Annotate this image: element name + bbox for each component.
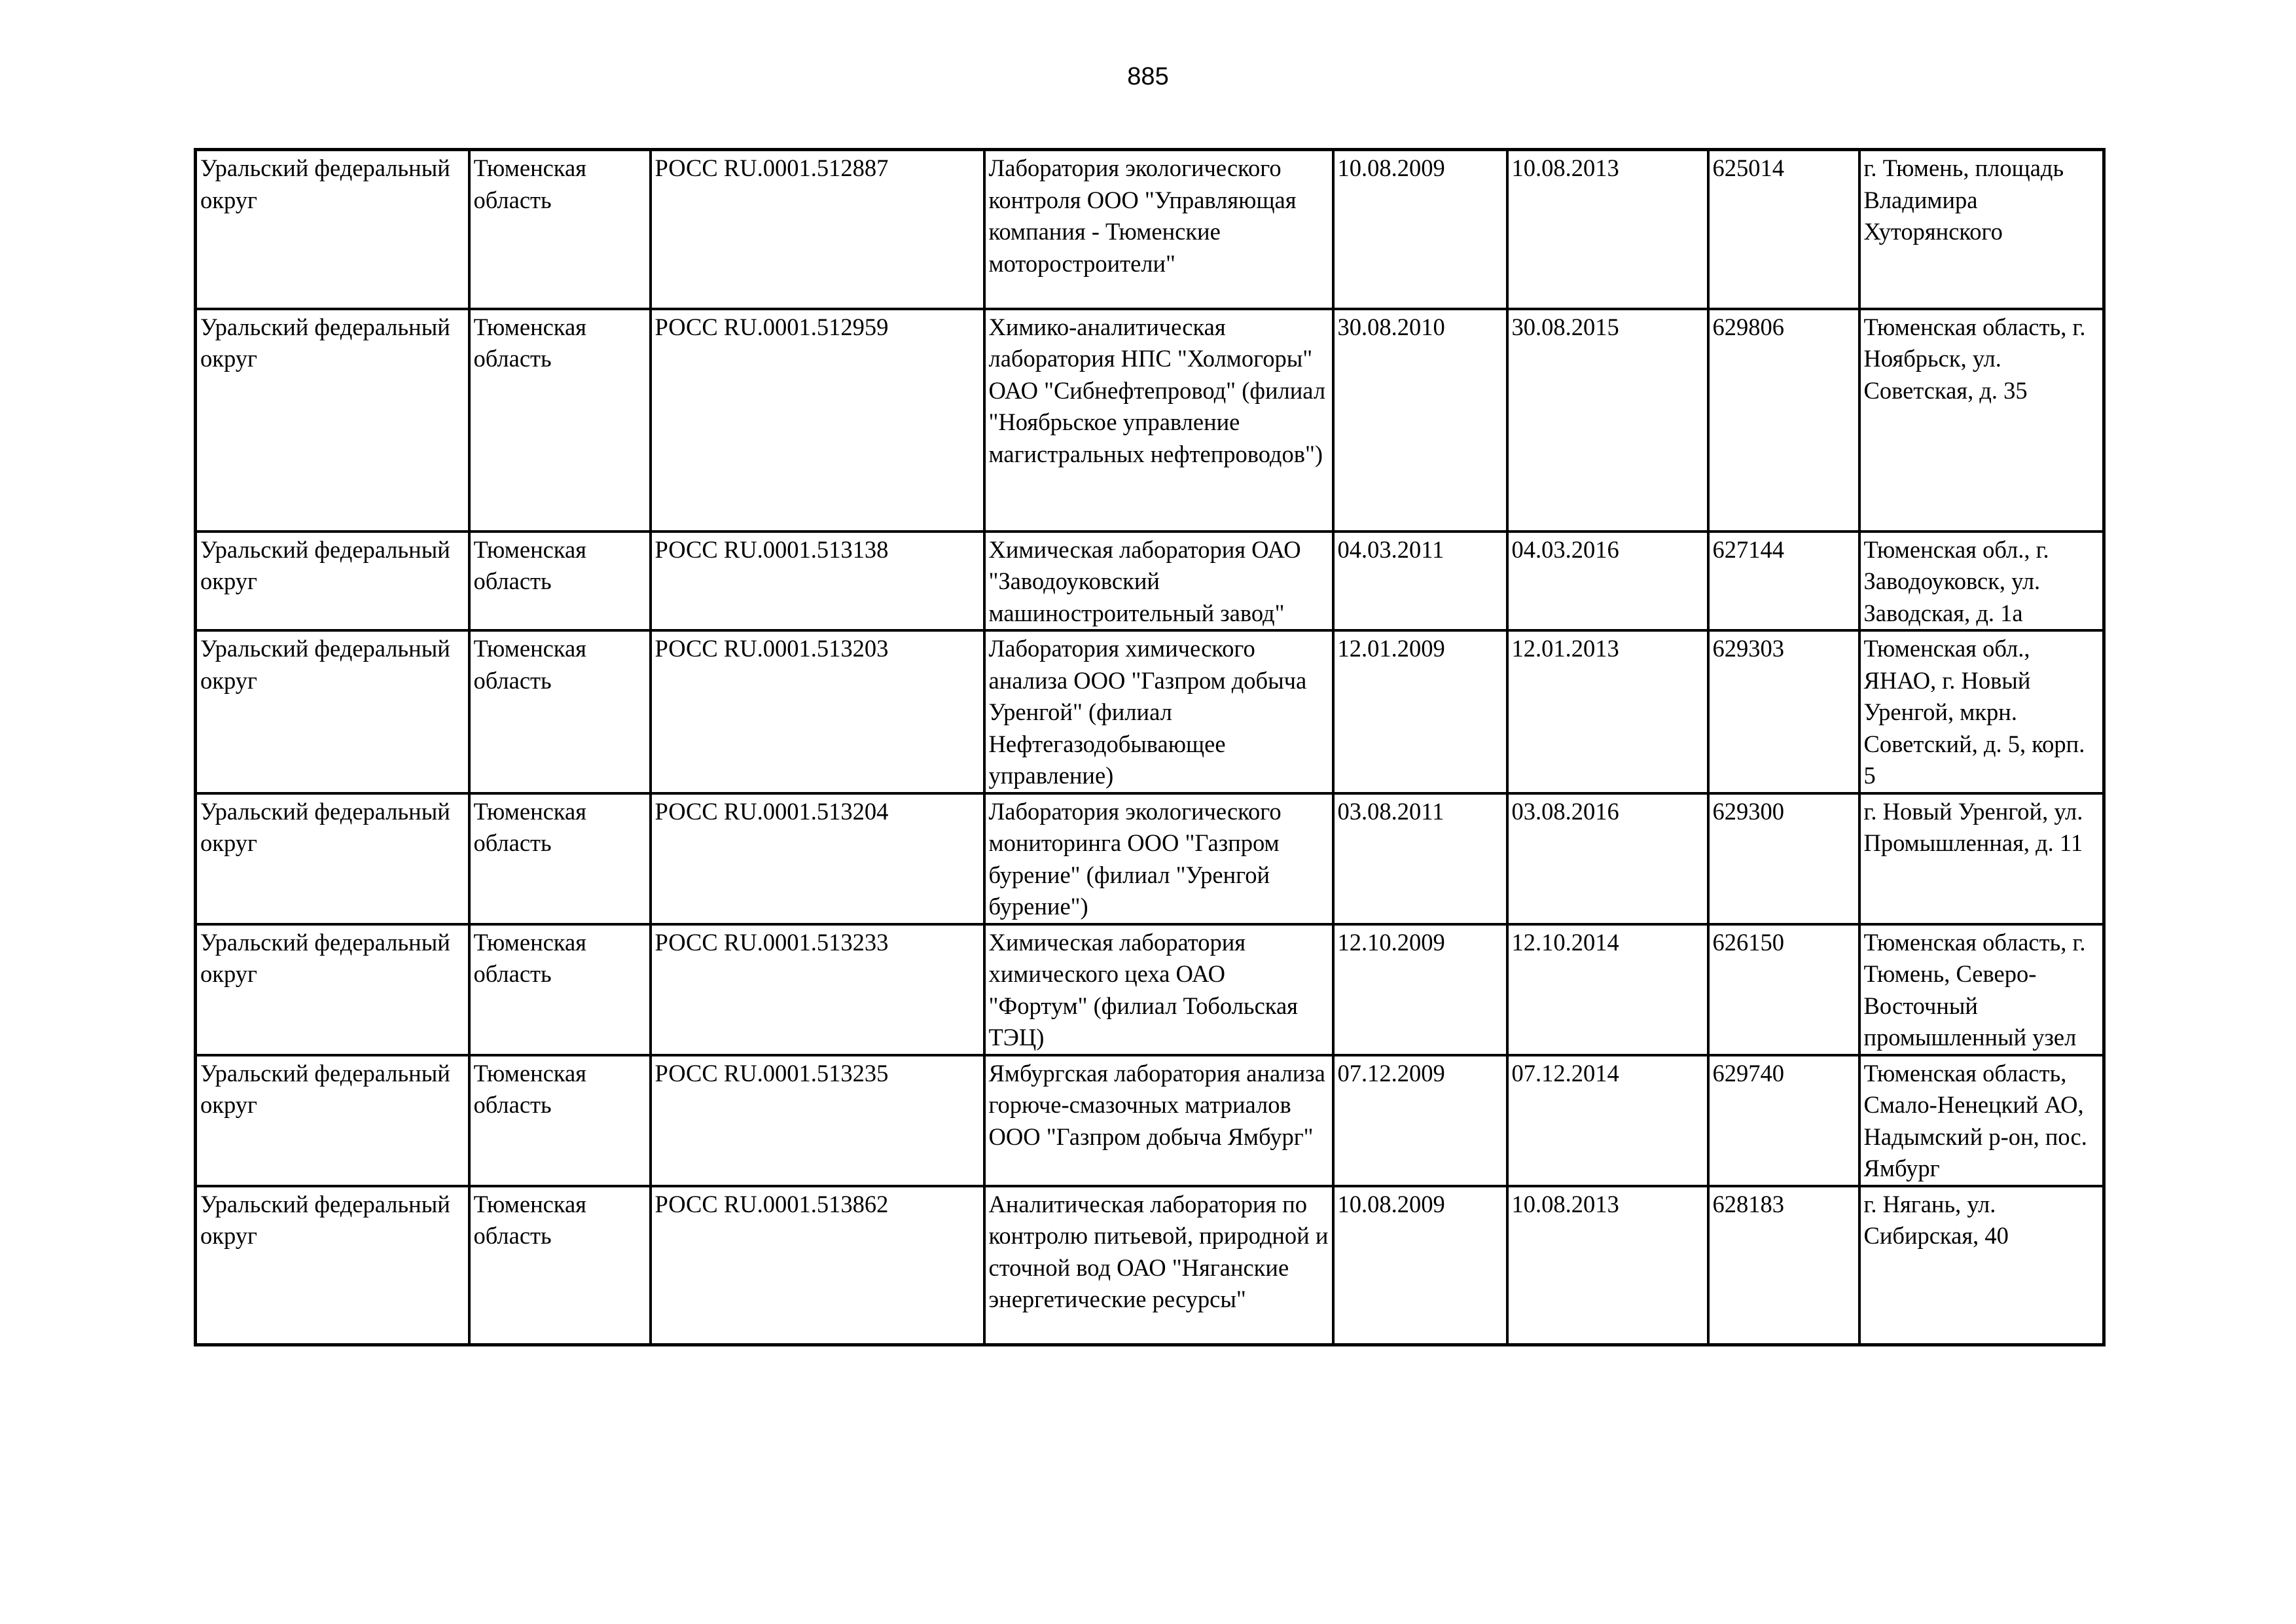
postal-code-cell <box>1708 150 1859 309</box>
region-text: Тюменская область <box>473 154 586 213</box>
registration-number-text: РОСС RU.0001.512887 <box>655 154 889 181</box>
date-to-text: 07.12.2014 <box>1511 1059 1619 1087</box>
organization-cell <box>984 924 1333 1055</box>
organization-cell <box>984 309 1333 532</box>
address-text: Тюменская область, г. Ноябрьск, ул. Советская, д. 35 <box>1863 313 2086 404</box>
registration-number-text: РОСС RU.0001.513203 <box>655 635 889 662</box>
date-to-cell <box>1507 150 1708 309</box>
table-row <box>196 1055 2104 1186</box>
date-from-text: 10.08.2009 <box>1337 154 1445 181</box>
registry-table-body <box>196 150 2104 1345</box>
postal-code-text: 629303 <box>1712 635 1784 662</box>
date-to-cell <box>1507 309 1708 532</box>
date-to-text: 04.03.2016 <box>1511 535 1619 563</box>
organization-text: Химическая лаборатория ОАО "Заводоуковский машиностроительный завод" <box>988 535 1301 626</box>
organization-text: Аналитическая лаборатория по контролю питьевой, природной и сточной вод ОАО "Няганские энергетические ресурсы" <box>988 1190 1329 1312</box>
district-text: Уральский федеральный округ <box>200 1059 450 1118</box>
district-text: Уральский федеральный округ <box>200 535 450 594</box>
address-text: Тюменская обл., г. Заводоуковск, ул. Заводская, д. 1а <box>1863 535 2049 626</box>
address-cell <box>1859 309 2104 532</box>
address-cell <box>1859 532 2104 631</box>
registration-number-text: РОСС RU.0001.513235 <box>655 1059 889 1087</box>
district-cell <box>196 1186 469 1345</box>
date-to-text: 10.08.2013 <box>1511 154 1619 181</box>
address-text: Тюменская область, Смало-Ненецкий АО, Надымский р-он, пос. Ямбург <box>1863 1059 2087 1182</box>
region-text: Тюменская область <box>473 1059 586 1118</box>
registration-number-text: РОСС RU.0001.512959 <box>655 313 889 340</box>
address-cell <box>1859 1055 2104 1186</box>
registration-number-cell <box>651 793 984 924</box>
organization-cell <box>984 532 1333 631</box>
address-text: г. Нягань, ул. Сибирская, 40 <box>1863 1190 2009 1249</box>
district-cell <box>196 924 469 1055</box>
region-text: Тюменская область <box>473 1190 586 1249</box>
registration-number-cell <box>651 1186 984 1345</box>
address-text: Тюменская обл., ЯНАО, г. Новый Уренгой, мкрн. Советский, д. 5, корп. 5 <box>1863 635 2085 789</box>
region-cell <box>469 1055 651 1186</box>
date-from-text: 12.01.2009 <box>1337 635 1445 662</box>
date-to-text: 30.08.2015 <box>1511 313 1619 340</box>
address-text: Тюменская область, г. Тюмень, Северо-Восточный промышленный узел <box>1863 928 2086 1051</box>
address-text: г. Тюмень, площадь Владимира Хуторянского <box>1863 154 2064 245</box>
date-from-text: 03.08.2011 <box>1337 797 1444 825</box>
registration-number-cell <box>651 309 984 532</box>
postal-code-cell <box>1708 630 1859 793</box>
date-to-cell <box>1507 630 1708 793</box>
table-row <box>196 924 2104 1055</box>
date-from-text: 04.03.2011 <box>1337 535 1444 563</box>
organization-text: Лаборатория экологического мониторинга ООО "Газпром бурение" (филиал "Уренгой бурение") <box>988 797 1282 920</box>
postal-code-text: 629740 <box>1712 1059 1784 1087</box>
organization-cell <box>984 1186 1333 1345</box>
organization-text: Ямбургская лаборатория анализа горюче-смазочных матриалов ООО "Газпром добыча Ямбург" <box>988 1059 1325 1150</box>
postal-code-cell <box>1708 1186 1859 1345</box>
date-to-text: 12.10.2014 <box>1511 928 1619 956</box>
date-from-cell <box>1333 924 1507 1055</box>
postal-code-cell <box>1708 309 1859 532</box>
region-text: Тюменская область <box>473 797 586 856</box>
registration-number-cell <box>651 1055 984 1186</box>
date-to-cell <box>1507 1055 1708 1186</box>
district-text: Уральский федеральный округ <box>200 313 450 372</box>
date-from-cell <box>1333 150 1507 309</box>
date-from-cell <box>1333 1055 1507 1186</box>
table-row <box>196 309 2104 532</box>
date-from-cell <box>1333 309 1507 532</box>
date-from-text: 07.12.2009 <box>1337 1059 1445 1087</box>
date-from-text: 30.08.2010 <box>1337 313 1445 340</box>
postal-code-cell <box>1708 924 1859 1055</box>
address-cell <box>1859 793 2104 924</box>
address-cell <box>1859 630 2104 793</box>
registry-table <box>194 148 2106 1346</box>
region-cell <box>469 150 651 309</box>
postal-code-text: 628183 <box>1712 1190 1784 1218</box>
district-cell <box>196 532 469 631</box>
date-from-text: 12.10.2009 <box>1337 928 1445 956</box>
district-text: Уральский федеральный округ <box>200 1190 450 1249</box>
date-from-cell <box>1333 532 1507 631</box>
date-to-text: 03.08.2016 <box>1511 797 1619 825</box>
district-cell <box>196 150 469 309</box>
registration-number-text: РОСС RU.0001.513138 <box>655 535 889 563</box>
registration-number-cell <box>651 532 984 631</box>
registration-number-text: РОСС RU.0001.513233 <box>655 928 889 956</box>
address-cell <box>1859 924 2104 1055</box>
date-from-cell <box>1333 793 1507 924</box>
postal-code-text: 627144 <box>1712 535 1784 563</box>
table-row <box>196 532 2104 631</box>
region-cell <box>469 1186 651 1345</box>
registration-number-cell <box>651 630 984 793</box>
postal-code-cell <box>1708 1055 1859 1186</box>
region-cell <box>469 924 651 1055</box>
district-text: Уральский федеральный округ <box>200 154 450 213</box>
date-to-cell <box>1507 924 1708 1055</box>
date-to-cell <box>1507 532 1708 631</box>
organization-text: Химическая лаборатория химического цеха ОАО "Фортум" (филиал Тобольская ТЭЦ) <box>988 928 1298 1051</box>
region-cell <box>469 309 651 532</box>
organization-cell <box>984 630 1333 793</box>
postal-code-text: 629300 <box>1712 797 1784 825</box>
district-text: Уральский федеральный округ <box>200 635 450 694</box>
organization-cell <box>984 793 1333 924</box>
date-to-text: 10.08.2013 <box>1511 1190 1619 1218</box>
district-text: Уральский федеральный округ <box>200 797 450 856</box>
organization-text: Лаборатория химического анализа ООО "Газпром добыча Уренгой" (филиал Нефтегазодобывающее управление) <box>988 635 1307 789</box>
region-cell <box>469 630 651 793</box>
region-cell <box>469 532 651 631</box>
region-text: Тюменская область <box>473 928 586 987</box>
date-to-cell <box>1507 1186 1708 1345</box>
registration-number-text: РОСС RU.0001.513204 <box>655 797 889 825</box>
district-text: Уральский федеральный округ <box>200 928 450 987</box>
district-cell <box>196 793 469 924</box>
date-from-text: 10.08.2009 <box>1337 1190 1445 1218</box>
address-cell <box>1859 1186 2104 1345</box>
district-cell <box>196 1055 469 1186</box>
date-to-cell <box>1507 793 1708 924</box>
organization-cell <box>984 150 1333 309</box>
postal-code-text: 629806 <box>1712 313 1784 340</box>
table-row <box>196 630 2104 793</box>
postal-code-text: 626150 <box>1712 928 1784 956</box>
registration-number-text: РОСС RU.0001.513862 <box>655 1190 889 1218</box>
postal-code-cell <box>1708 793 1859 924</box>
region-text: Тюменская область <box>473 535 586 594</box>
registration-number-cell <box>651 924 984 1055</box>
address-text: г. Новый Уренгой, ул. Промышленная, д. 11 <box>1863 797 2083 856</box>
date-from-cell <box>1333 1186 1507 1345</box>
table-row <box>196 1186 2104 1345</box>
date-to-text: 12.01.2013 <box>1511 635 1619 662</box>
region-text: Тюменская область <box>473 313 586 372</box>
postal-code-cell <box>1708 532 1859 631</box>
registration-number-cell <box>651 150 984 309</box>
organization-text: Лаборатория экологического контроля ООО "Управляющая компания - Тюменские моторостроители" <box>988 154 1297 277</box>
postal-code-text: 625014 <box>1712 154 1784 181</box>
address-cell <box>1859 150 2104 309</box>
date-from-cell <box>1333 630 1507 793</box>
region-cell <box>469 793 651 924</box>
organization-cell <box>984 1055 1333 1186</box>
district-cell <box>196 630 469 793</box>
page-number: 885 <box>1127 63 1169 90</box>
region-text: Тюменская область <box>473 635 586 694</box>
table-row <box>196 150 2104 309</box>
organization-text: Химико-аналитическая лаборатория НПС "Холмогоры" ОАО "Сибнефтепровод" (филиал "Ноябрьское управление магистральных нефтепроводов") <box>988 313 1326 467</box>
district-cell <box>196 309 469 532</box>
table-row <box>196 793 2104 924</box>
